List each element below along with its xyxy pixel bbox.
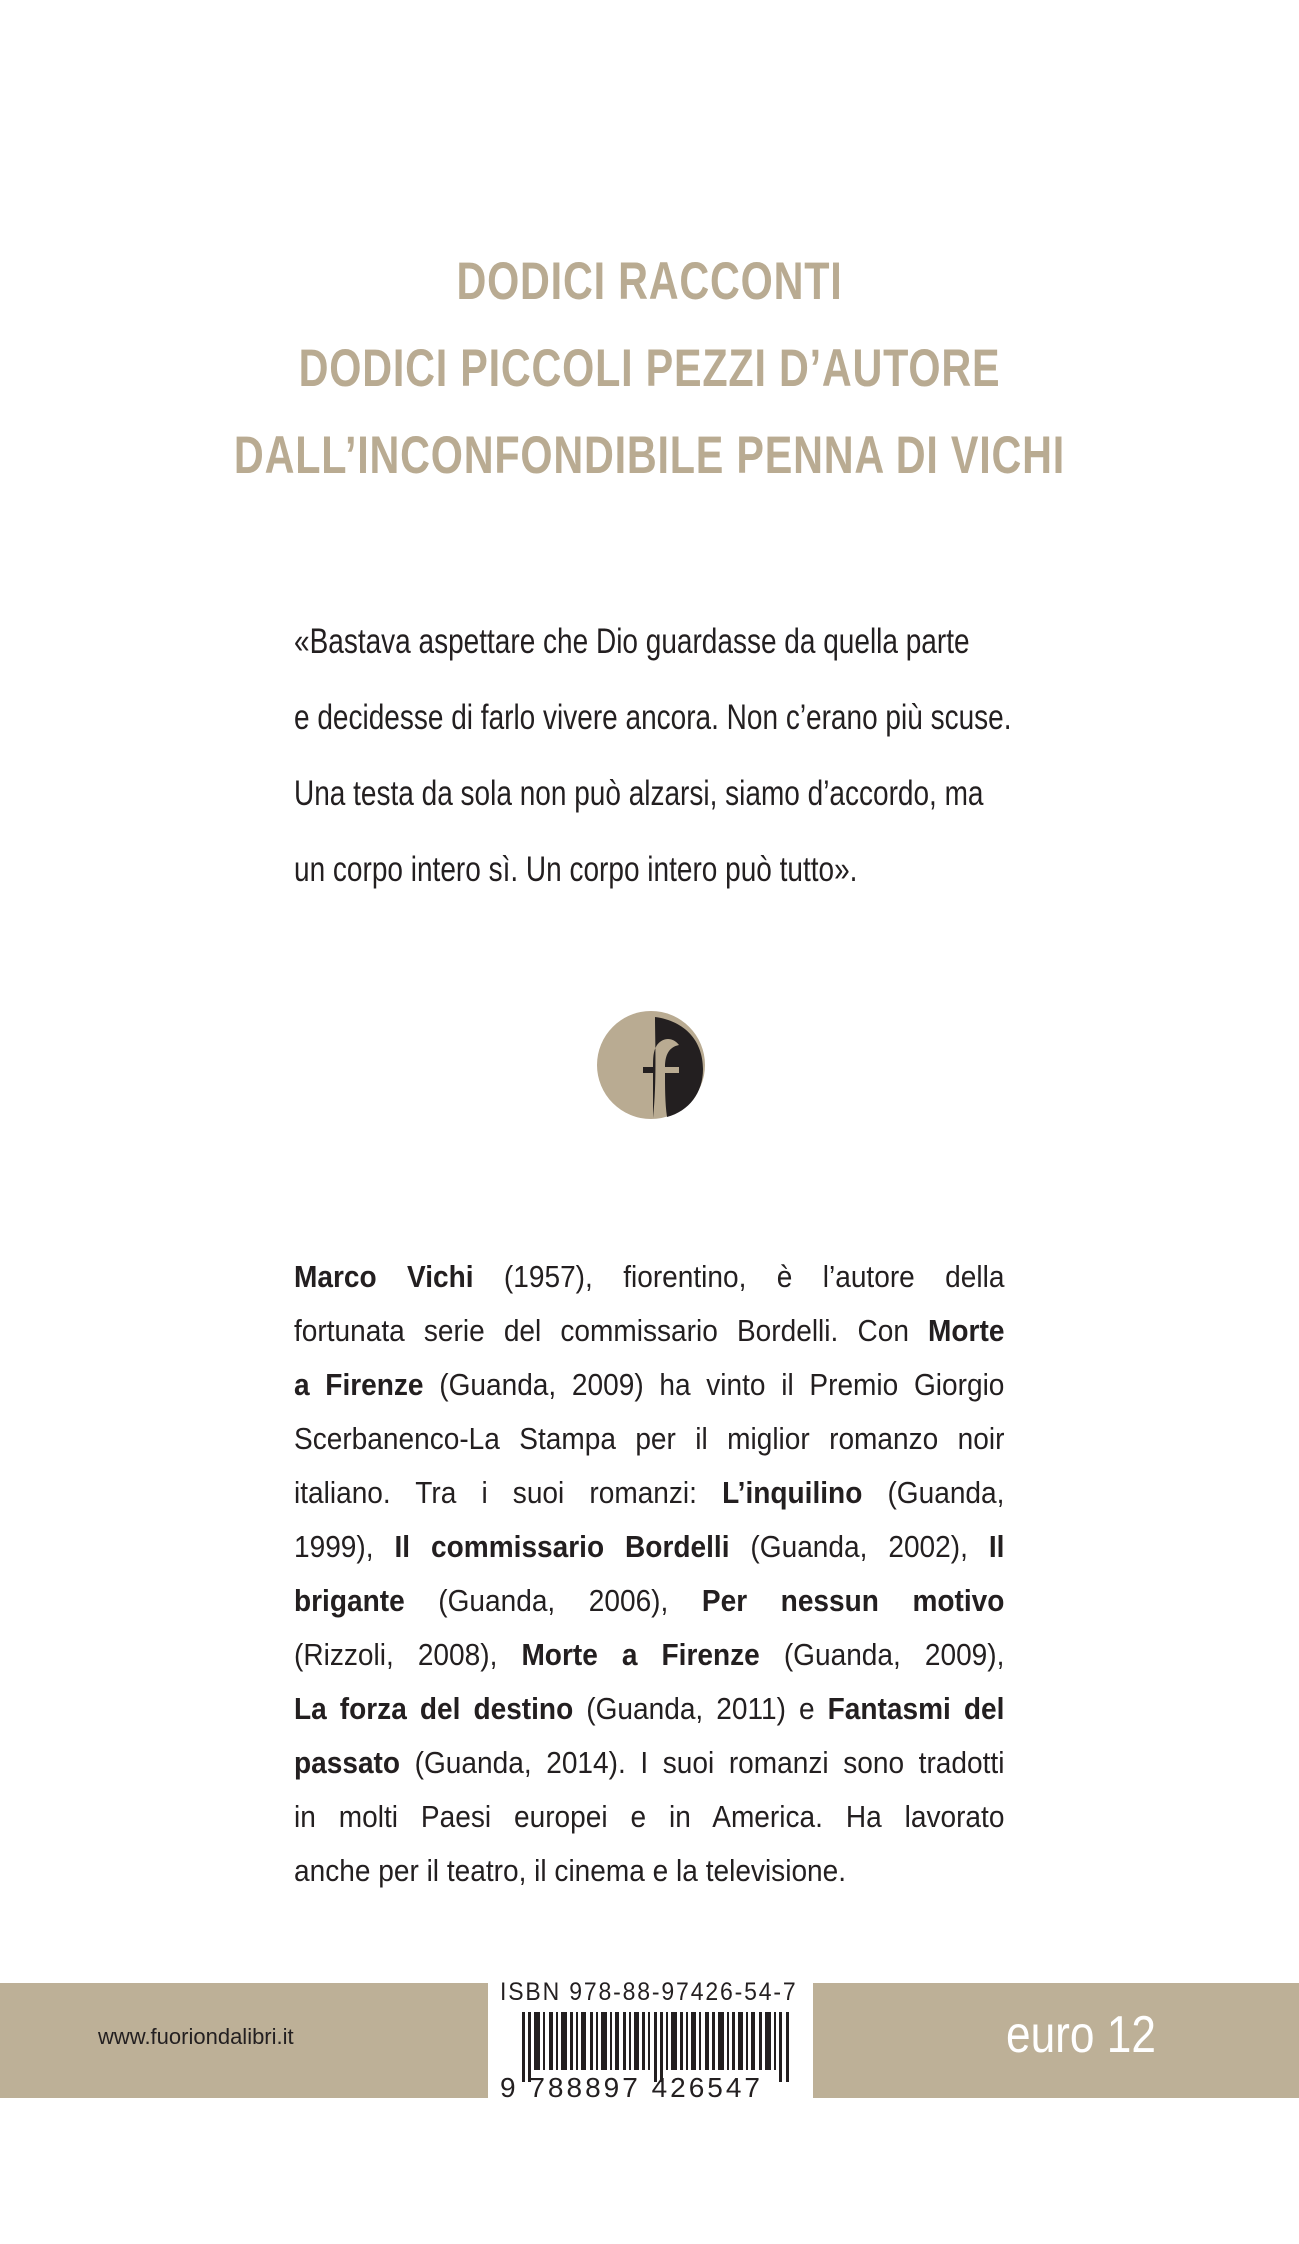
bio-bold: Morte a Firenze: [521, 1637, 760, 1672]
bio-text: (Guanda, 2009) ha vinto il Premio Giorgio: [423, 1367, 1005, 1402]
bio-text: in molti Paesi europei e in America. Ha lavorato: [294, 1799, 1005, 1834]
publisher-website: www.fuoriondalibri.it: [98, 2024, 294, 2049]
bio-text: (Guanda, 2002),: [729, 1529, 989, 1564]
author-bio: [294, 1250, 1004, 1898]
bio-text: (Guanda, 2009),: [759, 1637, 1005, 1672]
headline-line-3: DALL’INCONFONDIBILE PENNA DI VICHI: [233, 426, 1066, 485]
bio-line: [294, 1790, 1004, 1844]
bio-bold: Fantasmi del: [827, 1691, 1005, 1726]
bio-text: anche per il teatro, il cinema e la televisione.: [294, 1853, 847, 1888]
ean-number: 9 788897 426547: [500, 2072, 763, 2103]
bio-text: fortunata serie del commissario Bordelli. Con: [294, 1313, 929, 1348]
publisher-f-logo-icon: [597, 1011, 705, 1119]
bio-line: [294, 1574, 1004, 1628]
bio-bold: a Firenze: [294, 1367, 424, 1402]
price-label: euro 12: [1006, 2006, 1156, 2064]
bio-line: [294, 1628, 1004, 1682]
headline-line-1: DODICI RACCONTI: [456, 252, 843, 311]
bio-line: [294, 1520, 1004, 1574]
quote-line-2: e decidesse di farlo vivere ancora. Non c’erano più scuse.: [294, 698, 1012, 737]
bio-bold: Per nessun motivo: [701, 1583, 1005, 1618]
bio-text: (Guanda, 2014). I suoi romanzi sono tradotti: [400, 1745, 1005, 1780]
bio-bold: Il: [988, 1529, 1005, 1564]
isbn-label: ISBN 978-88-97426-54-7: [500, 1978, 798, 2006]
bio-line: [294, 1682, 1004, 1736]
bio-bold: Marco Vichi: [294, 1259, 474, 1294]
bio-text: (1957), fiorentino, è l’autore della: [473, 1259, 1005, 1294]
bio-text: Scerbanenco-La Stampa per il miglior romanzo noir: [294, 1421, 1005, 1456]
bio-bold: brigante: [294, 1583, 405, 1618]
quote-excerpt: [294, 604, 1012, 908]
bio-bold: passato: [294, 1745, 401, 1780]
bio-bold: Morte: [928, 1313, 1005, 1348]
bio-line: [294, 1412, 1004, 1466]
bio-text: (Guanda, 2006),: [404, 1583, 702, 1618]
bio-line: [294, 1736, 1004, 1790]
bio-text: 1999),: [294, 1529, 395, 1564]
headline: [0, 238, 1299, 499]
quote-line-3: Una testa da sola non può alzarsi, siamo d’accordo, ma: [294, 774, 984, 813]
quote-line-4: un corpo intero sì. Un corpo intero può tutto».: [294, 850, 858, 889]
bio-text: (Rizzoli, 2008),: [294, 1637, 522, 1672]
bio-line: [294, 1844, 1004, 1898]
bio-text: italiano. Tra i suoi romanzi:: [294, 1475, 723, 1510]
bio-line: [294, 1466, 1004, 1520]
bio-bold: L’inquilino: [722, 1475, 863, 1510]
bio-line: [294, 1250, 1004, 1304]
bio-bold: La forza del destino: [294, 1691, 574, 1726]
bio-text: (Guanda,: [862, 1475, 1005, 1510]
bio-text: (Guanda, 2011) e: [573, 1691, 828, 1726]
bio-line: [294, 1304, 1004, 1358]
quote-line-1: «Bastava aspettare che Dio guardasse da quella parte: [294, 622, 970, 661]
bio-bold: Il commissario Bordelli: [394, 1529, 730, 1564]
bio-line: [294, 1358, 1004, 1412]
headline-line-2: DODICI PICCOLI PEZZI D’AUTORE: [298, 339, 1001, 398]
